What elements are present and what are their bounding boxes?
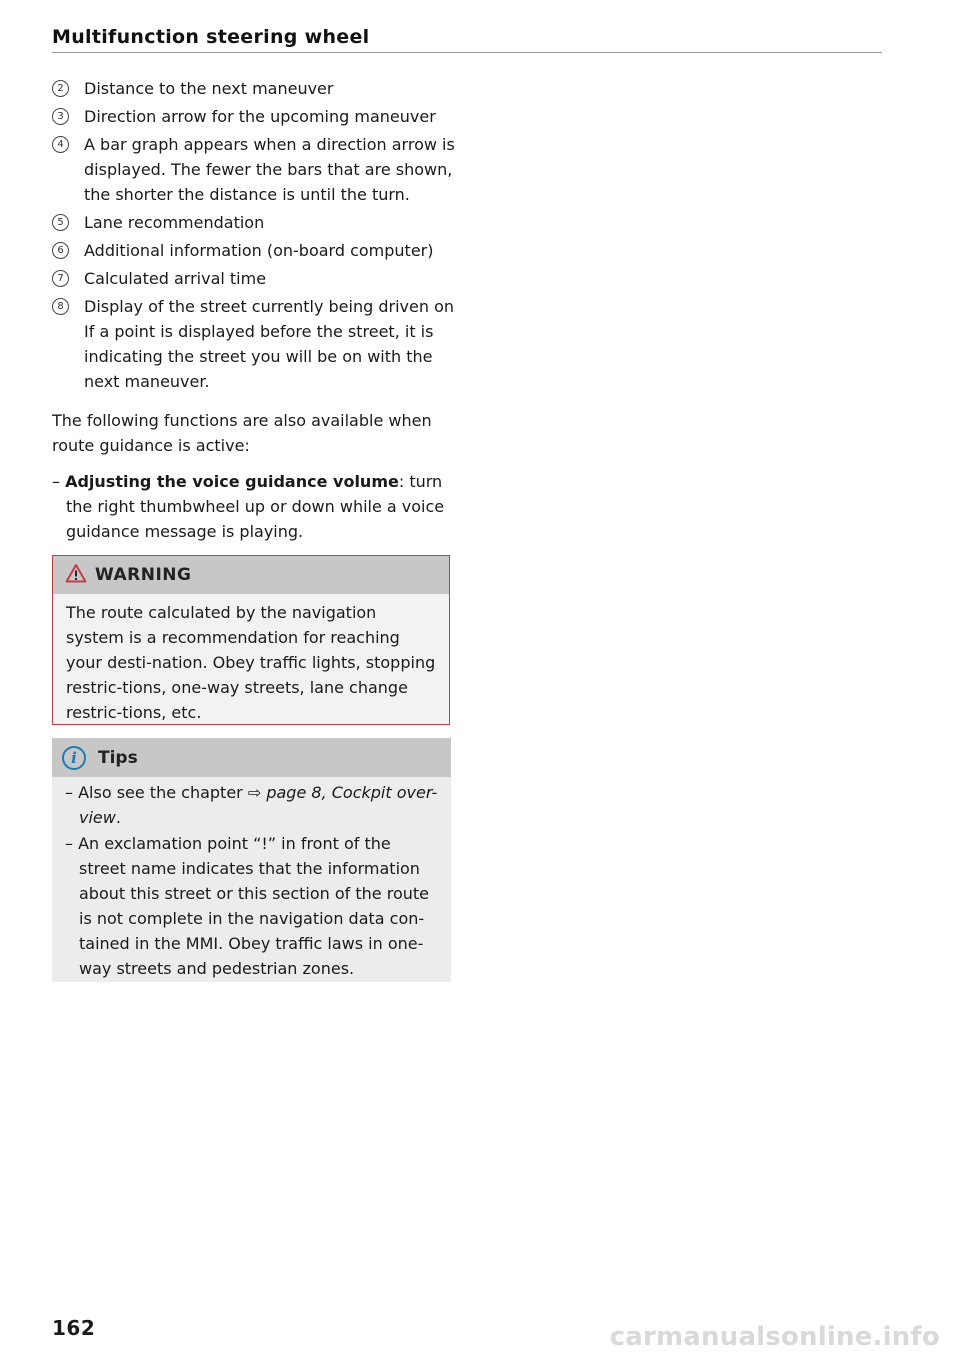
callout-number: 5 bbox=[52, 214, 69, 231]
bullet-term: Adjusting the voice guidance volume bbox=[65, 472, 399, 491]
legend-item bbox=[52, 76, 462, 101]
tips-header bbox=[52, 738, 451, 777]
legend-text: Direction arrow for the upcoming maneuver bbox=[84, 107, 436, 126]
page-number: 162 bbox=[52, 1316, 96, 1340]
arrow-right-icon: ⇨ bbox=[247, 783, 262, 802]
page-header bbox=[52, 24, 882, 53]
callout-legend bbox=[52, 76, 462, 397]
callout-number: 6 bbox=[52, 242, 69, 259]
legend-item bbox=[52, 104, 462, 129]
legend-item bbox=[52, 266, 462, 291]
intro-paragraph: The following functions are also available when route guidance is active: bbox=[52, 411, 432, 455]
legend-text: Lane recommendation bbox=[84, 213, 265, 232]
callout-number: 4 bbox=[52, 136, 69, 153]
legend-text: Display of the street currently being driven on If a point is displayed before the street, it is indicating the street you will be on with the next maneuver. bbox=[84, 297, 454, 391]
legend-item bbox=[52, 210, 462, 235]
warning-title: WARNING bbox=[95, 565, 192, 585]
callout-number: 3 bbox=[52, 108, 69, 125]
watermark: carmanualsonline.info bbox=[609, 1322, 940, 1352]
callout-number: 7 bbox=[52, 270, 69, 287]
legend-item bbox=[52, 294, 462, 394]
legend-text: A bar graph appears when a direction arrow is displayed. The fewer the bars that are shown, the shorter the distance is until the turn. bbox=[84, 135, 455, 204]
bullet-volume bbox=[52, 469, 461, 544]
warning-header bbox=[53, 556, 449, 594]
warning-triangle-icon bbox=[65, 563, 87, 587]
bullet-text: : turn the right thumbwheel up or down while a voice guidance message is playing. bbox=[66, 472, 445, 541]
bullet-dash: – bbox=[52, 472, 60, 491]
warning-body: The route calculated by the navigation system is a recommendation for reaching your desti-nation. Obey traffic lights, stopping restric-tions, one-way streets, lane change restric-tions, etc. bbox=[66, 603, 436, 722]
info-icon: i bbox=[62, 746, 86, 770]
warning-box bbox=[52, 555, 450, 725]
legend-text: Distance to the next maneuver bbox=[84, 79, 334, 98]
tips-list bbox=[52, 777, 451, 981]
callout-number: 8 bbox=[52, 298, 69, 315]
callout-number: 2 bbox=[52, 80, 69, 97]
legend-item bbox=[52, 132, 462, 207]
tips-item: – Also see the chapter ⇨ page 8, Cockpit over-view. bbox=[65, 783, 438, 827]
page-title: Multifunction steering wheel bbox=[52, 26, 370, 48]
tips-title: Tips bbox=[98, 747, 138, 768]
page-reference-link[interactable]: page 8, Cockpit over-view bbox=[79, 783, 438, 827]
legend-text: Additional information (on-board computer) bbox=[84, 241, 434, 260]
legend-text: Calculated arrival time bbox=[84, 269, 267, 288]
tips-box bbox=[52, 738, 451, 982]
legend-item bbox=[52, 238, 462, 263]
tips-item: – An exclamation point “!” in front of the street name indicates that the information about this street or this section of the route is not complete in the navigation data con-tained in the MMI. Obey traffic laws in one-way streets and pedestrian zones. bbox=[65, 834, 429, 978]
